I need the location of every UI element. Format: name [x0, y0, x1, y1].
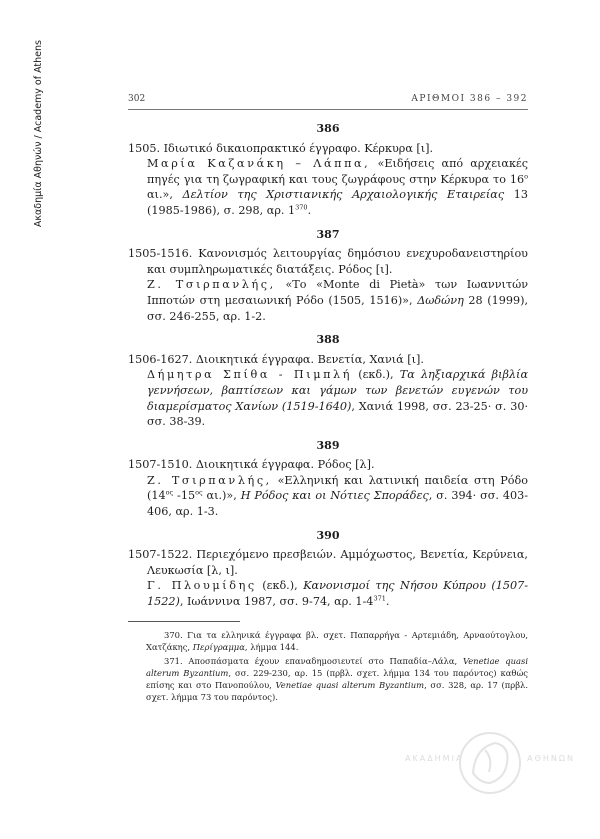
entry-book-title: Τα ληξιαρχικά βιβλία γεννήσεων, βαπτίσεων και γάμων των βενετών ευγενών του διαμερίσματος Χανίων (1519-1640) — [147, 368, 528, 413]
entry-book-title: Κανονισμοί της Νήσου Κύπρου (1507-1522) — [147, 579, 528, 609]
footnote-number: 371. — [164, 656, 183, 666]
entry-author-suffix: (εκδ.), — [256, 579, 298, 593]
entry-title-end: αι.», — [147, 188, 173, 202]
entry-388 — [128, 332, 528, 430]
page-number: 302 — [128, 94, 146, 104]
entry-author-suffix: (εκδ.), — [352, 368, 394, 382]
entry-head: 1505-1516. Κανονισμός λειτουργίας δημόσιου ενεχυροδανειστηρίου και συμπληρωματικές διατάξεις. Ρόδος [ι]. — [128, 247, 528, 276]
footnote-number: 370. — [164, 630, 183, 640]
entry-author: Ζ. Τσιρπανλής, — [147, 473, 272, 487]
footnote-371 — [128, 655, 528, 703]
entry-387 — [128, 227, 528, 325]
running-title: ΑΡΙΘΜΟΙ 386 – 392 — [411, 94, 528, 104]
footnote-text-end: , σσ. 328, αρ. 17 (πρβλ. σχετ. λήμμα 73 του παρόντος). — [146, 680, 529, 702]
entry-reference — [128, 367, 528, 429]
entry-title-mid: -15 — [173, 489, 196, 503]
entry-389 — [128, 438, 528, 520]
entry-journal: Δελτίον της Χριστιανικής Αρχαιολογικής Εταιρείας — [182, 188, 505, 202]
footnote-370 — [128, 629, 528, 653]
watermark-right-text: ΑΘΗΝΩΝ — [527, 754, 575, 763]
entry-title-end: αι.)», — [202, 489, 237, 503]
footnote-rule — [128, 621, 240, 622]
side-label-text: Ακαδημία Αθηνών / Academy of Athens — [33, 40, 44, 228]
entry-title-sup: ος — [165, 488, 174, 497]
entry-author: Μαρία Καζανάκη – Λάππα, — [147, 157, 371, 171]
entry-details: 13 (1985-1986), σ. 298, αρ. 1 — [147, 188, 528, 217]
header-rule — [128, 109, 528, 110]
main-content — [128, 118, 528, 618]
entry-journal: Η Ρόδος και οι Νότιες Σποράδες — [240, 489, 429, 503]
entry-details-end: . — [385, 595, 390, 609]
entry-number: 386 — [316, 122, 340, 135]
entry-details: , Χανιά 1998, σσ. 23-25· σ. 30· σσ. 38-39. — [147, 399, 528, 429]
entry-390 — [128, 528, 528, 610]
entry-title: «Το «Monte di Pietà» των Ιωαννιτών Ιπποτών στη μεσαιωνική Ρόδο (1505, 1516)», — [147, 278, 529, 307]
entry-details: 28 (1999), σσ. 246-255, αρ. 1-2. — [147, 293, 529, 323]
footnote-italic: Περίγραμμα — [192, 642, 245, 652]
entry-title-sup2: ος — [195, 488, 203, 497]
entry-386 — [128, 121, 528, 219]
footnote-ref-371[interactable]: 371 — [373, 594, 386, 603]
footnote-ref-370[interactable]: 370 — [295, 203, 308, 212]
entry-details-end: . — [307, 203, 312, 217]
entry-title: «Ελληνική και λατινική παιδεία στη Ρόδο (14 — [147, 473, 529, 503]
footnotes — [128, 629, 528, 705]
watermark-left-text: ΑΚΑΔΗΜΙΑ — [405, 754, 464, 763]
footnote-text: Για τα ελληνικά έγγραφα βλ. σχετ. Παπαρρήγα - Αρτεμιάδη, Αρναούτογλου, Χατζάκης, — [146, 630, 528, 652]
entry-reference — [128, 156, 528, 218]
entry-number: 389 — [316, 438, 340, 452]
entry-head: 1507-1522. Περιεχόμενο πρεσβειών. Αμμόχωστος, Βενετία, Κερύνεια, Λευκωσία [λ, ι]. — [128, 548, 528, 577]
athena-head-icon — [455, 728, 525, 798]
footnote-text: Αποσπάσματα έχουν επαναδημοσιευτεί στο Παπαδία–Λάλα, — [182, 656, 458, 666]
entry-author: Δήμητρα Σπίθα - Πιμπλή — [147, 368, 353, 382]
entry-author: Ζ. Τσιρπανλής, — [147, 278, 276, 292]
entry-details: , σ. 394· σσ. 403-406, αρ. 1-3. — [147, 489, 528, 519]
entry-number: 388 — [316, 333, 340, 347]
academy-watermark — [405, 728, 575, 798]
entry-author: Γ. Πλουμίδης — [147, 579, 257, 593]
entry-head: 1506-1627. Διοικητικά έγγραφα. Βενετία, Χανιά [ι]. — [128, 352, 424, 366]
entry-journal: Δωδώνη — [417, 293, 464, 307]
entry-number: 387 — [316, 227, 340, 241]
footnote-italic: Venetiae quasi alterum Byzantium — [146, 656, 529, 678]
entry-number: 390 — [316, 528, 340, 542]
entry-reference — [128, 473, 528, 520]
footnote-text-end: , λήμμα 144. — [244, 642, 299, 652]
entry-title: «Ειδήσεις από αρχειακές πηγές για τη ζωγραφική και τους ζωγράφους στην Κέρκυρα το 16 — [147, 157, 528, 186]
entry-title-sup: ο — [524, 172, 528, 181]
running-head — [128, 94, 528, 110]
entry-reference — [128, 277, 528, 324]
entry-head: 1505. Ιδιωτικό δικαιοπρακτικό έγγραφο. Κέρκυρα [ι]. — [128, 141, 434, 155]
entry-reference — [128, 578, 528, 609]
entry-head: 1507-1510. Διοικητικά έγγραφα. Ρόδος [λ]. — [128, 458, 375, 472]
entry-details: , Ιωάννινα 1987, σσ. 9-74, αρ. 1-4 — [179, 595, 374, 609]
footnote-text-mid: , σσ. 229-230, αρ. 15 (πρβλ. σχετ. λήμμα 134 του παρόντος) καθώς επίσης και στο Πανοπούλου, — [146, 668, 528, 690]
footnote-italic-2: Venetiae quasi alterum Byzantium — [275, 680, 425, 690]
